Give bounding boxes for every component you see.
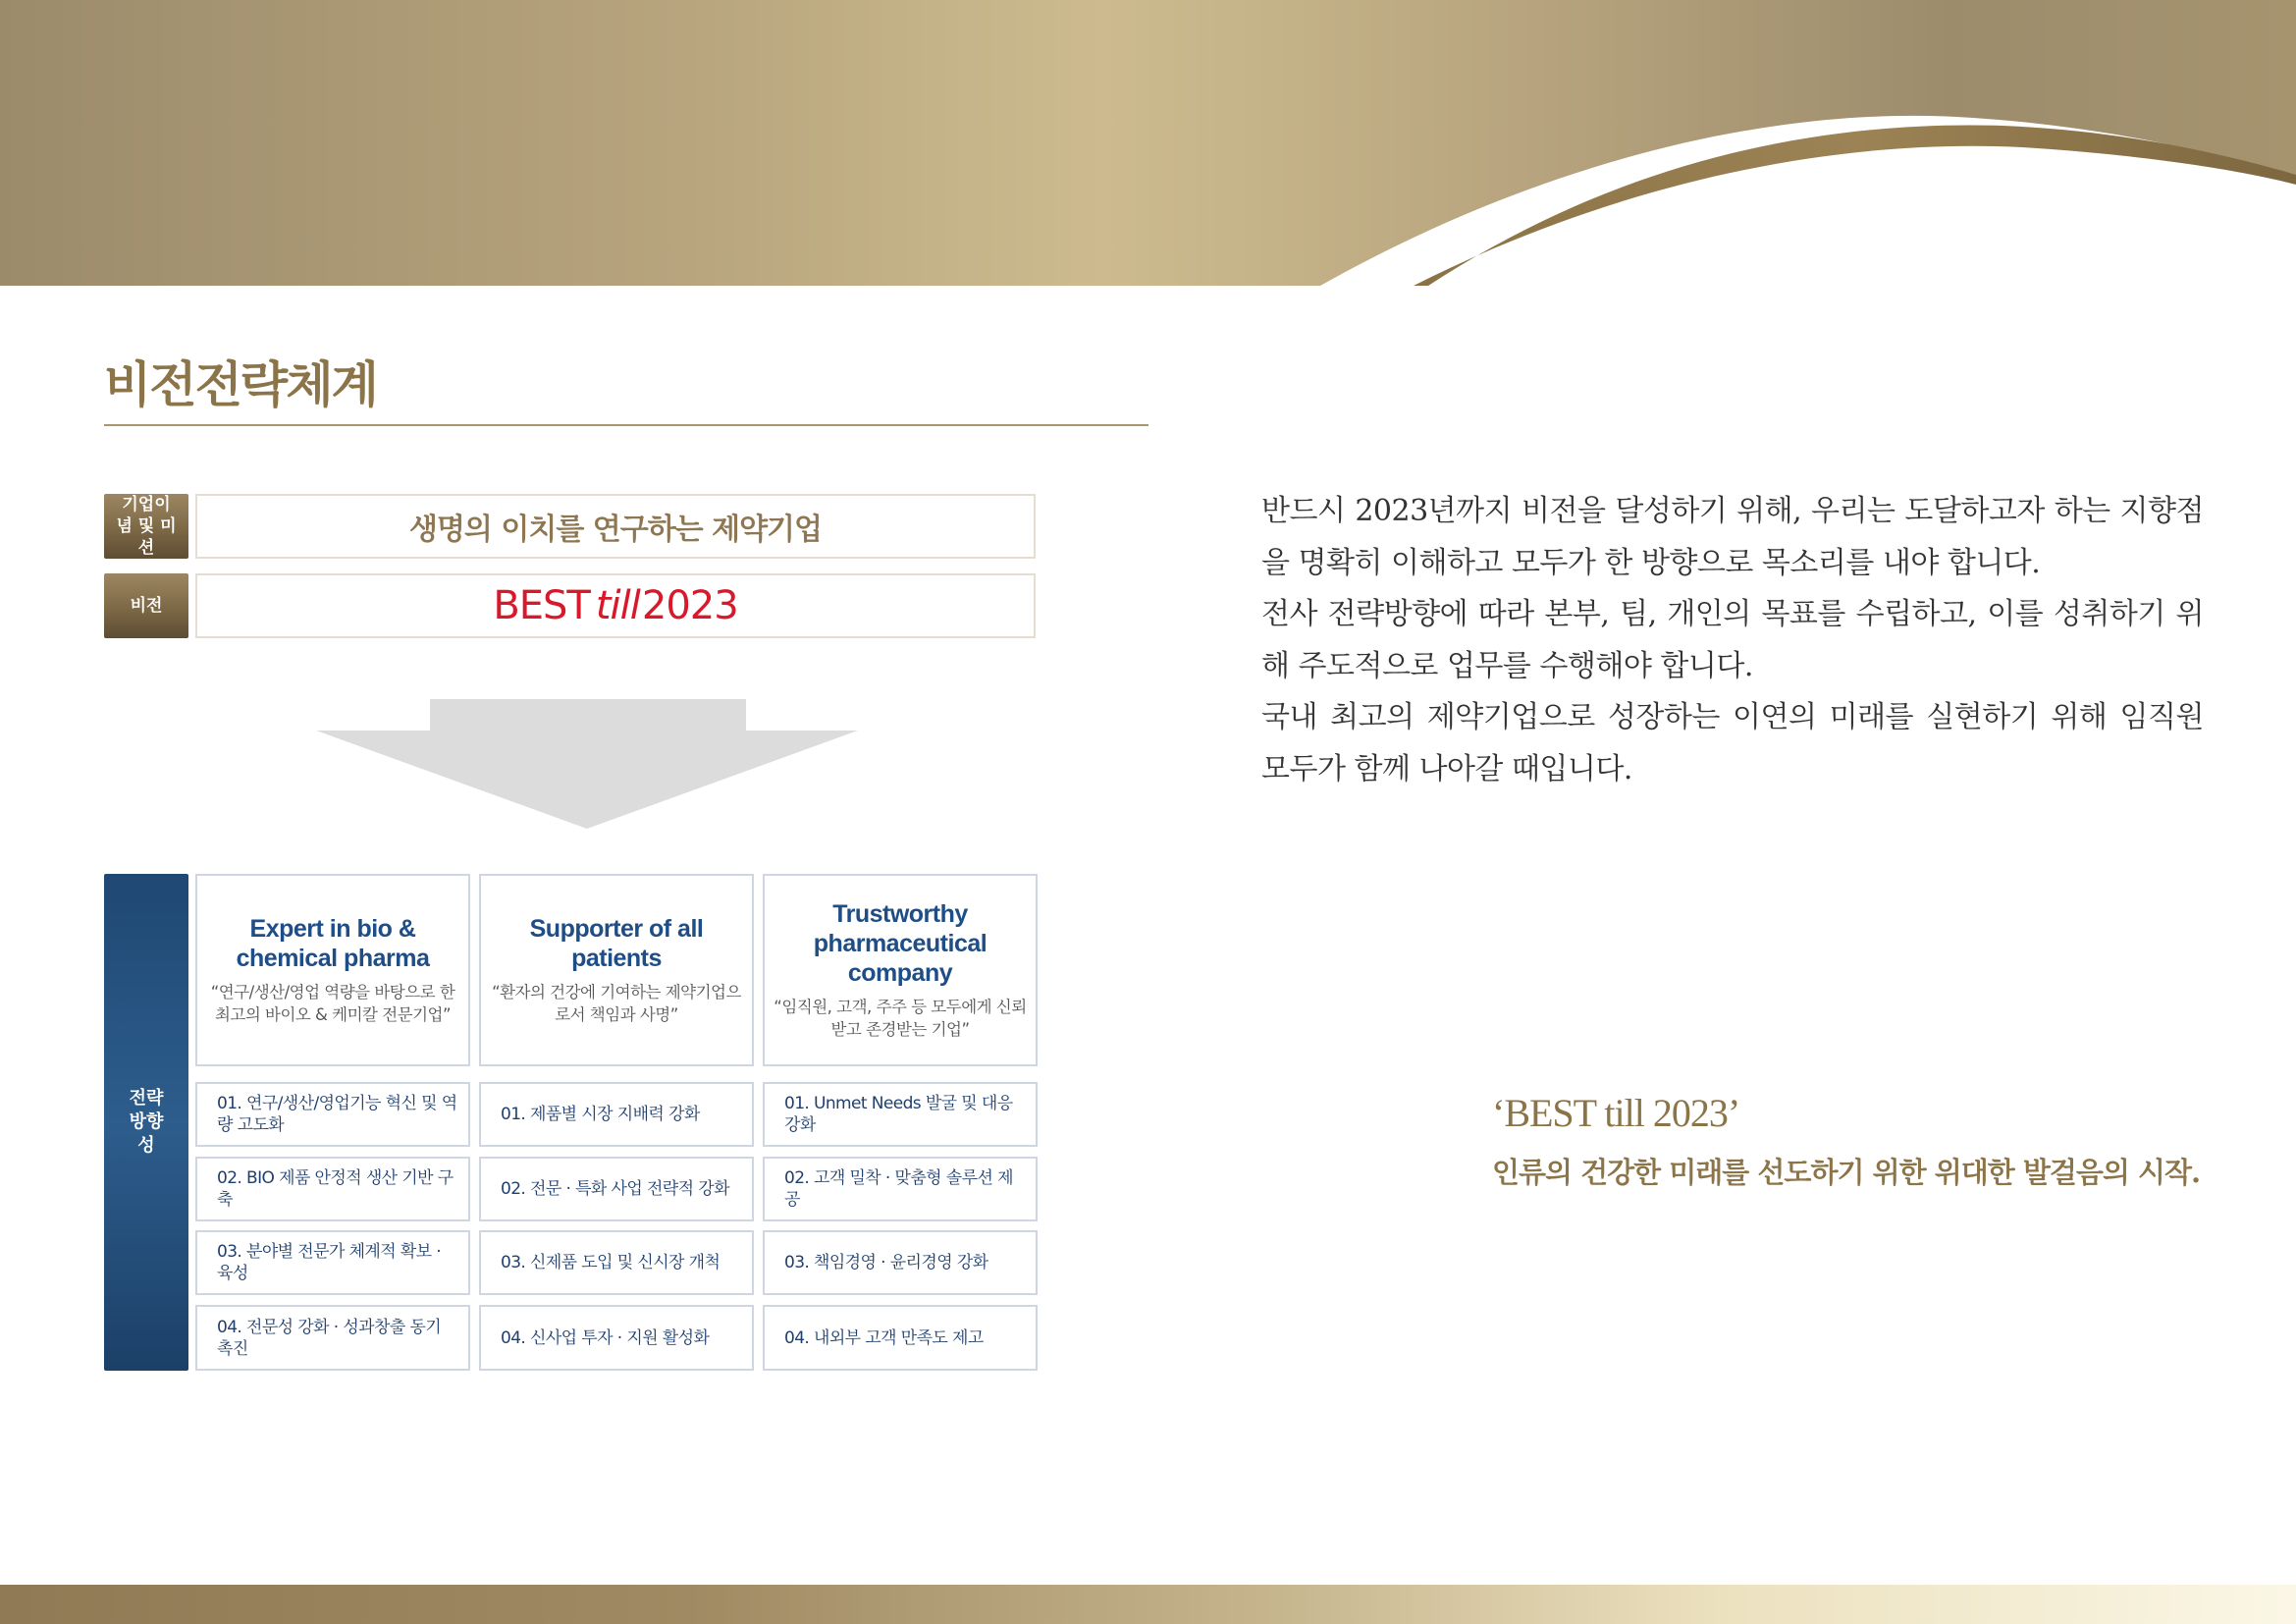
strategy-item [763, 1230, 1038, 1295]
strategy-label-text: 전략 방향성 [129, 1088, 164, 1156]
strategy-item [479, 1305, 754, 1371]
strategy-item-text: 01. 연구/생산/영업기능 혁신 및 역량 고도화 [217, 1094, 457, 1135]
page-title: 비전전략체계 [104, 356, 377, 413]
vision-label [104, 573, 188, 638]
quote-subtitle: 인류의 건강한 미래를 선도하기 위한 위대한 발걸음의 시작. [1492, 1156, 2201, 1189]
strategy-item-text: 01. 제품별 시장 지배력 강화 [501, 1105, 700, 1124]
quote-title: ‘BEST till 2023’ [1492, 1091, 1740, 1135]
strategy-item [479, 1230, 754, 1295]
strategy-head-title: Trustworthy pharmaceutical company [813, 900, 988, 987]
strategy-head-title: Expert in bio & chemical pharma [236, 915, 430, 972]
footer-band [0, 1585, 2296, 1624]
strategy-item-text: 04. 내외부 고객 만족도 제고 [784, 1327, 984, 1348]
vision-box [195, 573, 1036, 638]
strategy-item-text: 03. 신제품 도입 및 신시장 개척 [501, 1253, 721, 1272]
strategy-head-desc: “연구/생산/영업 역량을 바탕으로 한 최고의 바이오 & 케미칼 전문기업” [210, 983, 455, 1024]
body-paragraph: 반드시 2023년까지 비전을 달성하기 위해, 우리는 도달하고자 하는 지향점을 명확히 이해하고 모두가 한 방향으로 목소리를 내야 합니다. [1261, 494, 2204, 580]
down-arrow-icon [316, 699, 858, 831]
header-banner [0, 0, 2296, 286]
mission-text: 생명의 이치를 연구하는 제약기업 [408, 513, 823, 547]
strategy-label [104, 874, 188, 1371]
vision-best: BEST [493, 583, 590, 628]
strategy-item [195, 1305, 470, 1371]
body-paragraph: 국내 최고의 제약기업으로 성장하는 이연의 미래를 실현하기 위해 임직원 모두가 함께 나아갈 때입니다. [1261, 700, 2204, 786]
strategy-item-text: 03. 분야별 전문가 체계적 확보 · 육성 [217, 1242, 442, 1283]
strategy-item [763, 1157, 1038, 1221]
mission-box [195, 494, 1036, 559]
strategy-item [479, 1157, 754, 1221]
mission-label-text: 기업이념 및 미션 [116, 495, 177, 558]
strategy-head-desc: “임직원, 고객, 주주 등 모두에게 신뢰받고 존경받는 기업” [774, 998, 1027, 1039]
strategy-head-card [763, 874, 1038, 1066]
strategy-head-desc: “환자의 건강에 기여하는 제약기업으로서 책임과 사명” [492, 983, 741, 1024]
strategy-item-text: 03. 책임경영 · 윤리경영 강화 [784, 1253, 988, 1272]
strategy-item-text: 02. 고객 밀착 · 맞춤형 솔루션 제공 [784, 1168, 1013, 1210]
vision-till: till [595, 583, 640, 628]
wave-decoration [0, 0, 2296, 286]
strategy-item-text: 04. 전문성 강화 · 성과창출 동기 촉진 [217, 1317, 442, 1359]
body-paragraph: 전사 전략방향에 따라 본부, 팀, 개인의 목표를 수립하고, 이를 성취하기 위해 주도적으로 업무를 수행해야 합니다. [1261, 597, 2204, 683]
strategy-item [195, 1230, 470, 1295]
strategy-item [195, 1082, 470, 1147]
strategy-item-text: 02. BIO 제품 안정적 생산 기반 구축 [217, 1168, 454, 1210]
strategy-item-text: 02. 전문 · 특화 사업 전략적 강화 [501, 1179, 729, 1199]
strategy-head-card [195, 874, 470, 1066]
strategy-item [763, 1305, 1038, 1371]
strategy-item-text: 04. 신사업 투자 · 지원 활성화 [501, 1327, 710, 1348]
title-divider [104, 424, 1148, 426]
vision-label-text: 비전 [130, 596, 163, 616]
strategy-head-card [479, 874, 754, 1066]
mission-label [104, 494, 188, 559]
body-text [1261, 486, 2204, 795]
strategy-item-text: 01. Unmet Needs 발굴 및 대응 강화 [784, 1094, 1013, 1135]
vision-year: 2023 [641, 583, 738, 628]
strategy-item [195, 1157, 470, 1221]
vision-slogan [493, 583, 737, 628]
strategy-head-title: Supporter of all patients [529, 915, 704, 972]
strategy-item [763, 1082, 1038, 1147]
strategy-item [479, 1082, 754, 1147]
